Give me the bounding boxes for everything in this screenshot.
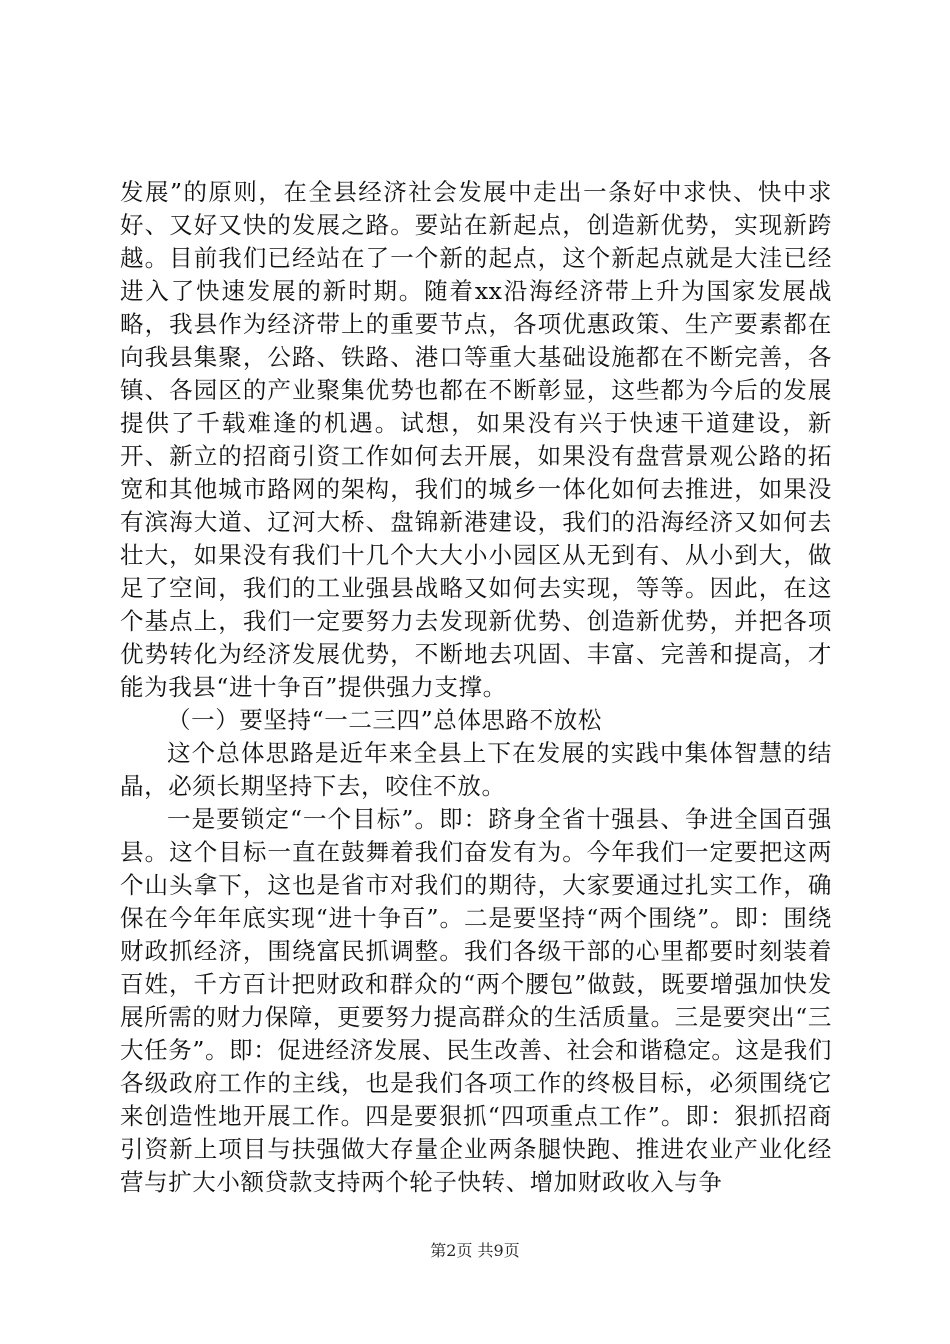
- paragraph-continuation: 发展”的原则，在全县经济社会发展中走出一条好中求快、快中求好、又好又快的发展之路。要站在新起点，创造新优势，实现新跨越。目前我们已经站在了一个新的起点，这个新起点就是大洼已经进入了快速发展的新时期。随着xx沿海经济带上升为国家发展战略，我县作为经济带上的重要节点，各项优惠政策、生产要素都在向我县集聚，公路、铁路、港口等重大基础设施都在不断完善，各镇、各园区的产业聚集优势也都在不断彰显，这些都为今后的发展提供了千载难逢的机遇。试想，如果没有兴于快速干道建设，新开、新立的招商引资工作如何去开展，如果没有盘营景观公路的拓宽和其他城市路网的架构，我们的城乡一体化如何去推进，如果没有滨海大道、辽河大桥、盘锦新港建设，我们的沿海经济又如何去壮大，如果没有我们十几个大大小小园区从无到有、从小到大，做足了空间，我们的工业强县战略又如何去实现，等等。因此，在这个基点上，我们一定要努力去发现新优势、创造新优势，并把各项优势转化为经济发展优势，不断地去巩固、丰富、完善和提高，才能为我县“进十争百”提供强力支撑。: [120, 178, 832, 701]
- paragraph-general-idea: 这个总体思路是近年来全县上下在发展的实践中集体智慧的结晶，必须长期坚持下去，咬住不放。: [120, 739, 832, 800]
- section-heading: （一）要坚持“一二三四”总体思路不放松: [167, 706, 602, 734]
- page-number-footer: 第2页 共9页: [430, 1241, 520, 1260]
- paragraph-four-points: 一是要锁定“一个目标”。即：跻身全省十强县、争进全国百强县。这个目标一直在鼓舞着我们奋发有为。今年我们一定要把这两个山头拿下，这也是省市对我们的期待，大家要通过扎实工作，确保在今年年底实现“进十争百”。二是要坚持“两个围绕”。即：围绕财政抓经济，围绕富民抓调整。我们各级干部的心里都要时刻装着百姓，千方百计把财政和群众的“两个腰包”做鼓，既要增强加快发展所需的财力保障，更要努力提高群众的生活质量。三是要突出“三大任务”。即：促进经济发展、民生改善、社会和谐稳定。这是我们各级政府工作的主线，也是我们各项工作的终极目标，必须围绕它来创造性地开展工作。四是要狠抓“四项重点工作”。即：狠抓招商引资新上项目与扶强做大存量企业两条腿快跑、推进农业产业化经营与扩大小额贷款支持两个轮子快转、增加财政收入与争: [120, 805, 832, 1196]
- body-text: [120, 176, 832, 1199]
